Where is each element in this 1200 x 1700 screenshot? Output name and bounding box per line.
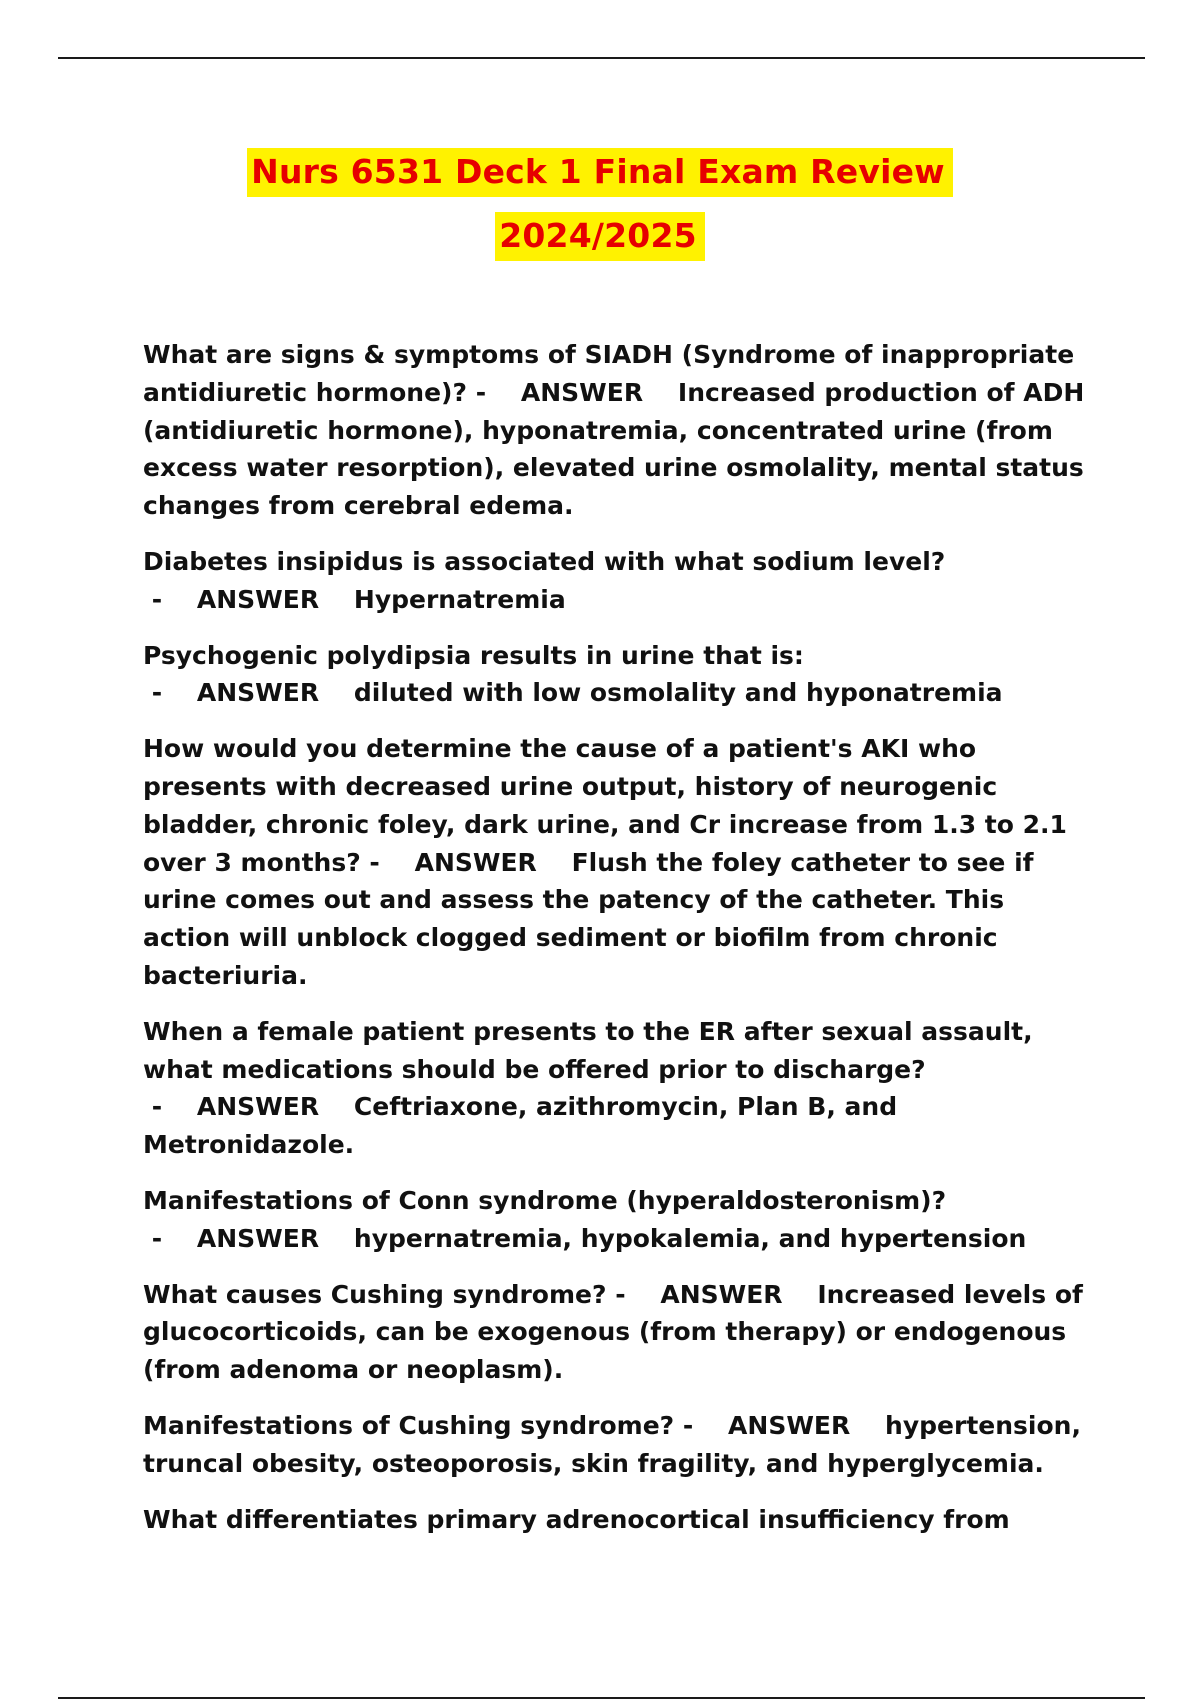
title-text-2: 2024/2025 bbox=[495, 212, 705, 261]
question-text: Manifestations of Conn syndrome (hyperaldosteronism)? bbox=[143, 1185, 947, 1215]
answer-separator: - ANSWER bbox=[360, 847, 572, 877]
qa-item-3 bbox=[143, 637, 1098, 713]
answer-separator: - ANSWER bbox=[143, 1223, 354, 1253]
answer-text: Ceftriaxone, azithromycin, Plan B, and Metronidazole. bbox=[143, 1092, 898, 1160]
qa-item-6 bbox=[143, 1182, 1098, 1258]
bottom-divider bbox=[58, 1697, 1145, 1699]
qa-item-1 bbox=[143, 336, 1098, 525]
qa-item-7 bbox=[143, 1276, 1098, 1389]
title-line-1 bbox=[0, 143, 1200, 207]
document-title bbox=[0, 143, 1200, 271]
question-text: What differentiates primary adrenocortical insufficiency from bbox=[143, 1504, 1010, 1534]
qa-item-8 bbox=[143, 1407, 1098, 1483]
answer-separator: - ANSWER bbox=[143, 678, 354, 708]
answer-text: diluted with low osmolality and hyponatremia bbox=[353, 678, 1003, 708]
qa-item-4 bbox=[143, 730, 1098, 995]
question-text: What are signs & symptoms of SIADH (Syndrome of inappropriate antidiuretic hormone)? bbox=[143, 340, 1075, 407]
answer-text: hypertension, truncal obesity, osteoporosis, skin fragility, and hyperglycemia. bbox=[143, 1410, 1081, 1478]
answer-separator: - ANSWER bbox=[674, 1410, 886, 1440]
answer-text: hypernatremia, hypokalemia, and hypertension bbox=[353, 1223, 1027, 1253]
question-text: Manifestations of Cushing syndrome? bbox=[143, 1410, 675, 1440]
answer-separator: - ANSWER bbox=[143, 1092, 354, 1122]
question-text: When a female patient presents to the ER after sexual assault, what medications should be offered prior to discharge? bbox=[143, 1016, 1033, 1084]
answer-separator: - ANSWER bbox=[467, 377, 678, 407]
qa-item-2 bbox=[143, 543, 1098, 619]
question-text: Psychogenic polydipsia results in urine that is: bbox=[143, 640, 804, 670]
answer-text: Increased levels of glucocorticoids, can be exogenous (from therapy) or endogenous (from adenoma or neoplasm). bbox=[143, 1279, 1083, 1385]
title-line-2 bbox=[0, 207, 1200, 271]
question-text: How would you determine the cause of a patient's AKI who presents with decreased urine output, history of neurogenic bladder, chronic foley, dark urine, and Cr increase from 1.3 to 2.1 over 3 months? bbox=[143, 734, 1067, 877]
qa-list bbox=[143, 336, 1098, 1556]
qa-item-9-partial bbox=[143, 1501, 1098, 1539]
answer-text: Hypernatremia bbox=[353, 584, 566, 614]
qa-item-5 bbox=[143, 1013, 1098, 1164]
answer-separator: - ANSWER bbox=[143, 584, 354, 614]
answer-text: Flush the foley catheter to see if urine comes out and assess the patency of the catheter. This action will unblock clogged sediment or biofilm from chronic bacteriuria. bbox=[143, 847, 1034, 990]
title-text-1: Nurs 6531 Deck 1 Final Exam Review bbox=[247, 148, 953, 197]
question-text: What causes Cushing syndrome? bbox=[143, 1279, 607, 1309]
answer-separator: - ANSWER bbox=[606, 1279, 818, 1309]
top-divider bbox=[58, 57, 1145, 59]
answer-text: Increased production of ADH (antidiuretic hormone), hyponatremia, concentrated urine (from excess water resorption), elevated urine osmolality, mental status changes from cerebral edema. bbox=[143, 377, 1085, 521]
question-text: Diabetes insipidus is associated with what sodium level? bbox=[143, 546, 946, 576]
